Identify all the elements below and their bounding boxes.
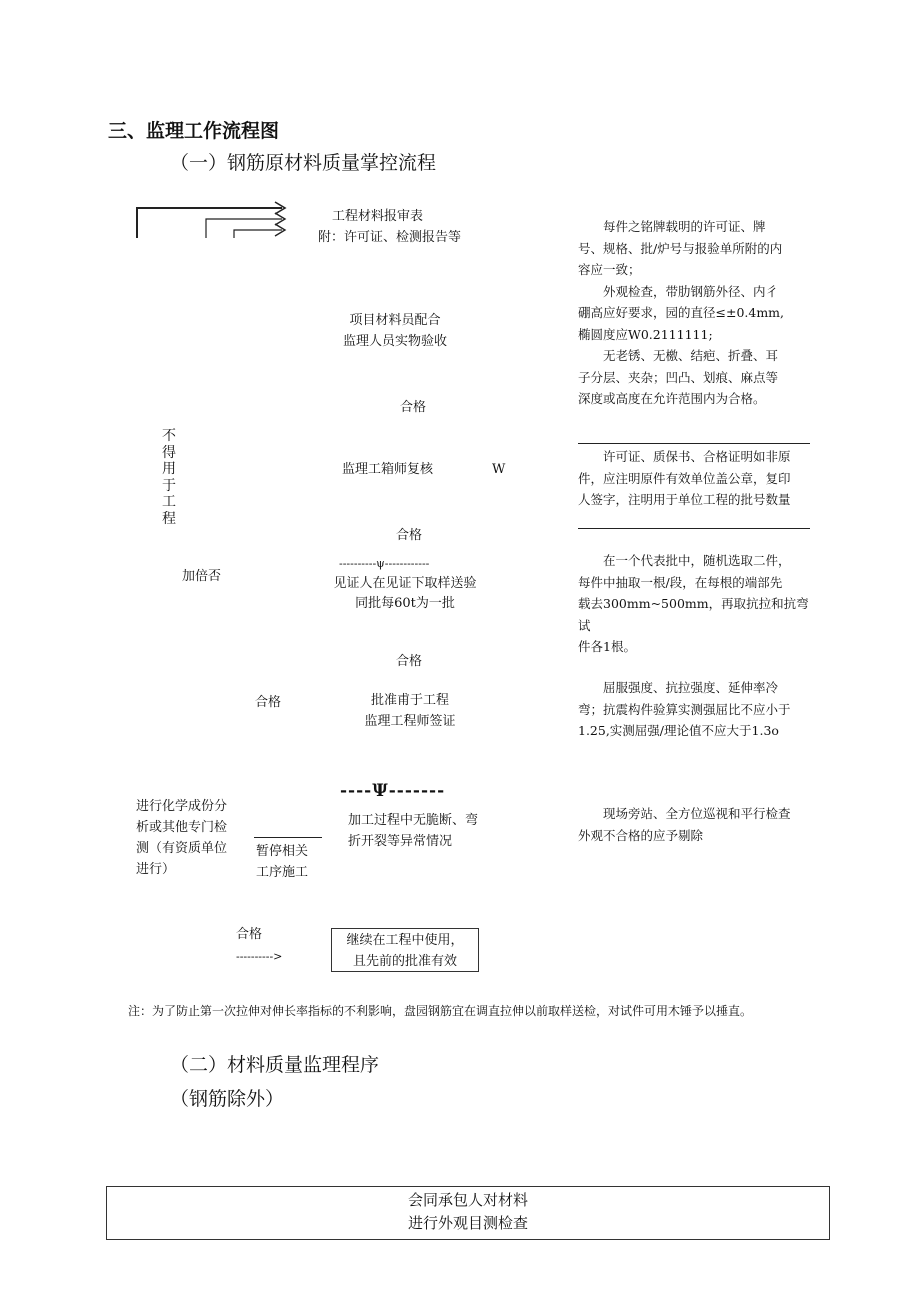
dash-psi-connector: ----------ψ------------ [339, 557, 430, 570]
right-note-4 [578, 677, 813, 742]
note1-line1: 每件之铭牌载明的许可证、牌 [603, 219, 766, 234]
step1-attachment: 附：许可证、检测报告等 [318, 230, 462, 245]
step5-line2: 监理工程师签证 [364, 714, 456, 729]
final-box [331, 928, 479, 972]
note3-line1: 在一个代表批中，随机选取二件， [603, 553, 791, 568]
note3-line4: 件各1根。 [578, 639, 636, 654]
note1-line8: 子分层、夹杂；凹凸、划痕、麻点等 [578, 369, 779, 385]
note1-line3: 容应一致； [578, 262, 641, 277]
chem-test-line3: 测（有资质单位 [136, 841, 228, 856]
subsection-title-2: （二）材料质量监理程序 [170, 1054, 380, 1076]
note1-line4: 外观检查，带肋钢筋外径、内彳 [603, 283, 779, 299]
footnote: 注：为了防止第一次拉伸对伸长率指标的不利影响，盘园钢筋宜在调直拉伸以前取样送检，对试件可用木锤予以捶直。 [128, 1004, 753, 1018]
input-arrows-icon [130, 200, 295, 242]
step3-review: 监理工箱师复核 [342, 462, 434, 477]
right-note-5 [578, 803, 813, 846]
note2-line3: 人签字，注明用于单位工程的批号数量 [578, 492, 791, 507]
step5-line1: 批准甫于工程 [370, 693, 449, 708]
note2-bottom-rule [578, 528, 810, 529]
note3-line2: 每件中抽取一根/段，在每根的端部先 [578, 574, 783, 590]
note1-line9: 深度或高度在允许范围内为合格。 [578, 391, 766, 406]
step4-line2: 同批每60t为一批 [355, 596, 455, 611]
section-title: 三、监理工作流程图 [108, 120, 280, 142]
note2-top-rule [578, 443, 810, 444]
note4-line3: 1.25,实测屈强/理论值不应大于1.3o [578, 723, 779, 738]
note1-line5: 硼高应好要求，园的直径≤±0.4mm, [578, 305, 785, 320]
step1-title: 工程材料报审表 [332, 209, 424, 224]
note3-line3: 载去300mm~500mm，再取抗拉和抗弯试 [578, 596, 809, 633]
note5-line1: 现场旁站、全方位巡视和平行检查 [603, 806, 791, 821]
note1-line2: 号、规格、批/炉号与报验单所附的内 [578, 240, 783, 256]
step2-line2: 监理人员实物验收 [342, 334, 447, 349]
note2-line1: 许可证、质保书、合格证明如非原 [603, 449, 791, 464]
final-box-line1: 继续在工程中使用， [346, 933, 464, 948]
step6-line1: 加工过程中无脆断、弯 [348, 813, 479, 828]
right-note-2 [578, 446, 813, 511]
bottom-box-line2: 进行外观目测检查 [407, 1214, 528, 1232]
step3-mark: W [492, 462, 506, 477]
chem-test-line1: 进行化学成份分 [136, 799, 228, 814]
chem-test-line2: 析或其他专门检 [136, 820, 228, 835]
step4-line1: 见证人在见证下取样送验 [333, 576, 477, 591]
step2-line1: 项目材料员配合 [349, 313, 441, 328]
final-box-line2: 且先前的批准有效 [352, 954, 457, 969]
pause-line2: 工序施工 [256, 865, 309, 880]
dash-arrow-connector: ----------> [236, 950, 283, 963]
step6-line2: 折开裂等异常情况 [348, 834, 453, 847]
note4-line1: 屈服强度、抗拉强度、延伸率冷 [603, 680, 779, 695]
note2-line2: 件，应注明原件有效单位盖公章，复印 [578, 470, 791, 486]
double-no-label: 加倍否 [182, 569, 222, 584]
bottom-box-line1: 会同承包人对材料 [407, 1191, 528, 1209]
pause-divider [254, 837, 322, 838]
right-note-1 [578, 216, 813, 410]
right-note-3 [578, 550, 813, 658]
note4-line2: 弯；抗震构件验算实测强屈比不应小于 [578, 701, 791, 717]
pause-line1: 暂停相关 [256, 844, 309, 859]
note1-line7: 无老锈、无檄、结疤、折叠、耳 [603, 348, 779, 363]
chem-test-line4: 进行） [136, 862, 176, 877]
pass-label-left: 合格 [255, 695, 282, 710]
pass-label-bottom: 合格 [236, 927, 263, 942]
psi-bold-connector: ----Ψ------- [340, 781, 446, 801]
subsection-title-1: （一）钢筋原材料质量掌控流程 [170, 152, 437, 174]
reject-vertical-label: 不得用于工程 [162, 428, 176, 527]
note1-line6: 椭圆度应W0.2111111; [578, 326, 713, 342]
pass-label-1: 合格 [400, 400, 427, 415]
note5-line2: 外观不合格的应予剔除 [578, 827, 704, 843]
pass-label-2: 合格 [396, 528, 423, 543]
subsection-subtitle-2: （钢筋除外） [170, 1088, 285, 1110]
bottom-box [106, 1186, 830, 1240]
pass-label-3: 合格 [396, 654, 423, 669]
